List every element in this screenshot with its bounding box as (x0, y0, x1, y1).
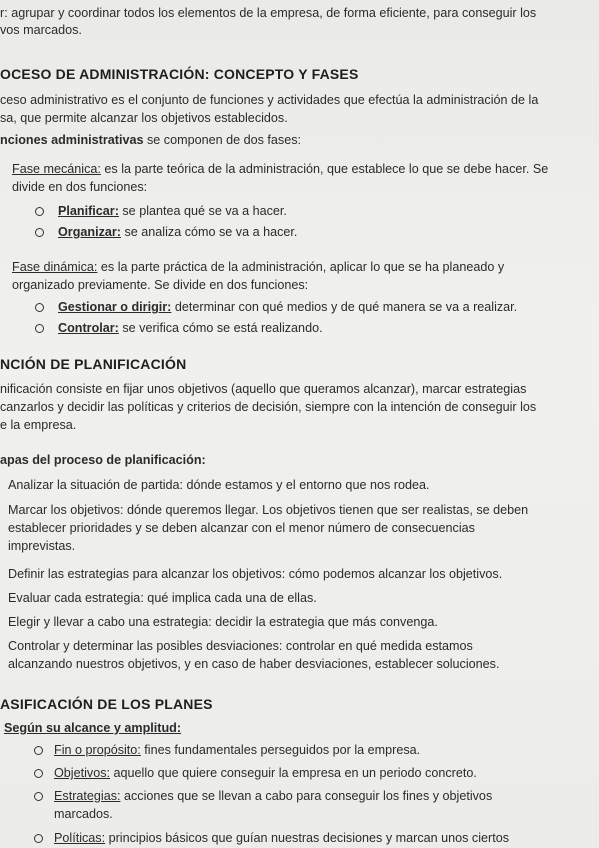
planificar-term: Planificar: (58, 204, 119, 218)
fin-text: fines fundamentales perseguidos por la empresa. (140, 743, 421, 757)
s1-subhead-bold: nciones administrativas (0, 133, 144, 147)
estrategias-term: Estrategias: (54, 789, 121, 803)
s2-para-line-1: nificación consiste en fijar unos objetivos (aquello que queramos alcanzar), marcar estrategias (0, 382, 527, 396)
controlar-text: se verifica cómo se está realizando. (118, 321, 323, 335)
item-politicas (54, 830, 509, 846)
fin-term: Fin o propósito: (54, 743, 141, 757)
planificar-text: se plantea qué se va a hacer. (118, 204, 287, 218)
controlar-term: Controlar: (58, 321, 119, 335)
organizar-term: Organizar: (58, 225, 121, 239)
circle-bullet-icon (35, 228, 44, 237)
objetivos-text: aquello que quiere conseguir la empresa en un periodo concreto. (110, 766, 477, 780)
circle-bullet-icon (34, 792, 43, 801)
fase-mecanica-line-1 (12, 161, 548, 177)
etapa-6-line-2: alcanzando nuestros objetivos, y en caso de haber desviaciones, establecer soluciones. (8, 657, 500, 671)
s1-para-line-1: ceso administrativo es el conjunto de funciones y actividades que efectúa la administración de la (0, 93, 539, 107)
etapa-4: Evaluar cada estrategia: qué implica cada una de ellas. (8, 591, 317, 605)
politicas-text: principios básicos que guían nuestras decisiones y marcan unos ciertos (105, 831, 510, 845)
intro-line-1: r: agrupar y coordinar todos los elementos de la empresa, de forma eficiente, para conseguir los (0, 6, 537, 20)
circle-bullet-icon (35, 207, 44, 216)
s1-para-line-2: sa, que permite alcanzar los objetivos establecidos. (0, 111, 288, 125)
fase-dinamica-line-1 (12, 259, 504, 275)
item-gestionar (58, 299, 517, 315)
section-title-proceso: OCESO DE ADMINISTRACIÓN: CONCEPTO Y FASES (0, 66, 359, 82)
fase-dinamica-line-2: organizado previamente. Se divide en dos funciones: (12, 278, 309, 292)
s2-para-line-2: canzarlos y decidir las políticas y criterios de decisión, siempre con la intención de conseguir los (0, 400, 537, 414)
item-estrategias-line-2: marcados. (54, 807, 113, 821)
objetivos-term: Objetivos: (54, 766, 110, 780)
circle-bullet-icon (34, 769, 43, 778)
etapa-2-line-2: establecer prioridades y se deben alcanzar con el menor número de consecuencias (8, 521, 475, 535)
etapas-heading: apas del proceso de planificación: (0, 453, 206, 467)
circle-bullet-icon (35, 324, 44, 333)
etapa-5: Elegir y llevar a cabo una estrategia: decidir la estrategia que más convenga. (8, 615, 438, 629)
item-fin-proposito (54, 742, 420, 758)
item-organizar (58, 224, 297, 240)
fase-dinamica-text: es la parte práctica de la administración, aplicar lo que se ha planeado y (97, 260, 505, 274)
item-planificar (58, 203, 287, 219)
fase-mecanica-text: es la parte teórica de la administración, que establece lo que se debe hacer. Se (100, 162, 549, 176)
politicas-term: Políticas: (54, 831, 106, 845)
section-title-planificacion: NCIÓN DE PLANIFICACIÓN (0, 356, 187, 372)
gestionar-term: Gestionar o dirigir: (58, 300, 172, 314)
fase-dinamica-term: Fase dinámica: (12, 260, 98, 274)
etapa-3: Definir las estrategias para alcanzar los objetivos: cómo podemos alcanzar los objetivos. (8, 567, 503, 581)
section-title-clasificacion: ASIFICACIÓN DE LOS PLANES (0, 696, 213, 712)
fase-mecanica-line-2: divide en dos funciones: (12, 180, 148, 194)
etapa-6-line-1: Controlar y determinar las posibles desviaciones: controlar en qué medida estamos (8, 639, 473, 653)
etapa-1: Analizar la situación de partida: dónde estamos y el entorno que nos rodea. (8, 478, 430, 492)
circle-bullet-icon (34, 746, 43, 755)
organizar-text: se analiza cómo se va a hacer. (120, 225, 298, 239)
circle-bullet-icon (34, 834, 43, 843)
s2-para-line-3: e la empresa. (0, 418, 77, 432)
item-objetivos (54, 765, 477, 781)
s1-subhead-rest: se componen de dos fases: (143, 133, 302, 147)
circle-bullet-icon (35, 303, 44, 312)
etapa-2-line-3: imprevistas. (8, 539, 76, 553)
etapa-2-line-1: Marcar los objetivos: dónde queremos llegar. Los objetivos tienen que ser realistas, se deben (8, 503, 529, 517)
item-controlar (58, 320, 323, 336)
intro-line-2: vos marcados. (0, 23, 82, 37)
fase-mecanica-term: Fase mecánica: (12, 162, 101, 176)
item-estrategias-line-1 (54, 788, 492, 804)
s1-subhead (0, 132, 301, 148)
gestionar-text: determinar con qué medios y de qué manera se va a realizar. (171, 300, 518, 314)
estrategias-text: acciones que se llevan a cabo para conseguir los fines y objetivos (120, 789, 493, 803)
alcance-heading: Según su alcance y amplitud: (4, 721, 182, 735)
